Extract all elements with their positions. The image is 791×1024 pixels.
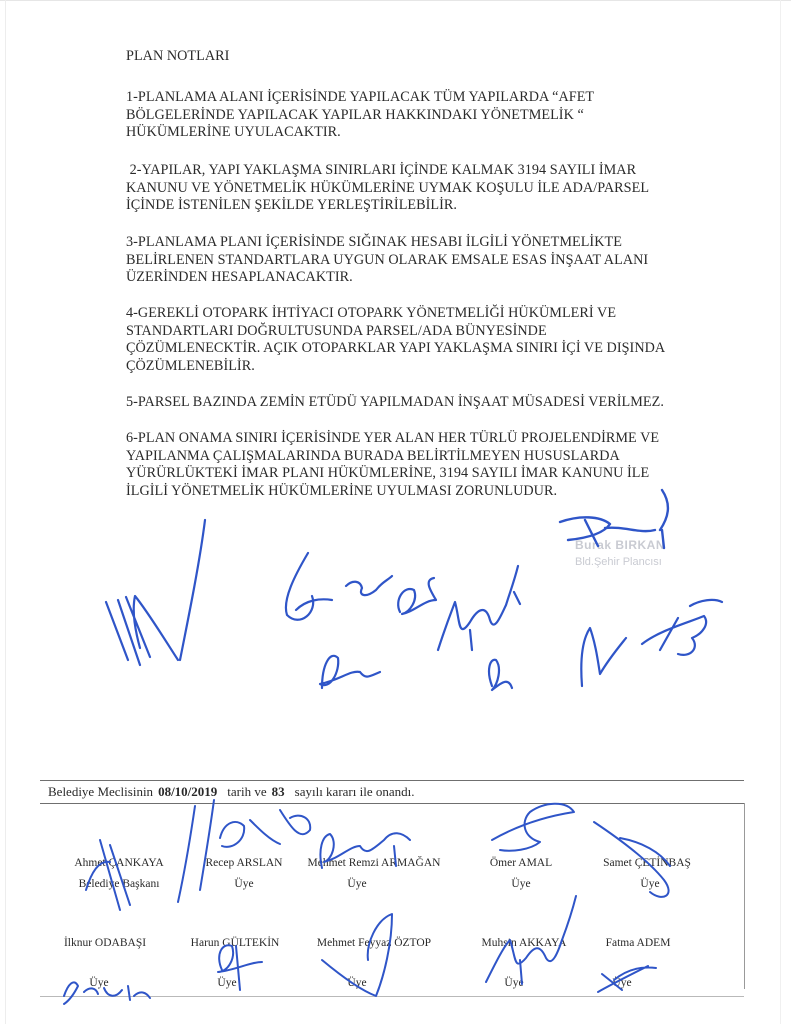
member-name: Ömer AMAL xyxy=(489,857,553,869)
signature xyxy=(220,810,310,847)
approval-statement xyxy=(48,784,415,800)
note-line: STANDARTLARI DOĞRULTUSUNDA PARSEL/ADA BÜNYESİNDE xyxy=(126,322,547,339)
approval-prefix: Belediye Meclisinin xyxy=(48,784,154,799)
note-line: ÇÖZÜMLENEBİLİR. xyxy=(126,357,255,374)
note-line: 2-YAPILAR, YAPI YAKLAŞMA SINIRLARI İÇİNDE KALMAK 3194 SAYILI İMAR xyxy=(126,162,637,178)
member-role: Üye xyxy=(347,878,367,890)
note-line: BELİRLENEN STANDARTLARA UYGUN OLARAK EMSALE ESAS İNŞAAT ALANI xyxy=(126,251,649,268)
approval-date: 08/10/2019 xyxy=(158,784,218,799)
member-role: Üye xyxy=(347,977,367,989)
signature-box-right-rule xyxy=(744,803,745,989)
approval-middle: tarih ve xyxy=(227,784,267,799)
approval-rule-bottom xyxy=(40,803,744,804)
note-line: 1-PLANLAMA ALANI İÇERİSİNDE YAPILACAK TÜM YAPILARDA “AFET xyxy=(126,89,595,105)
signature-box-bottom-rule xyxy=(40,996,744,997)
member-name: Samet ÇETİNBAŞ xyxy=(603,857,691,869)
member-role: Üye xyxy=(234,878,254,890)
page-edge-left xyxy=(5,0,6,1024)
note-line: 6-PLAN ONAMA SINIRI İÇERİSİNDE YER ALAN HER TÜRLÜ PROJELENDİRME VE xyxy=(126,430,660,446)
signature xyxy=(320,656,380,688)
note-line: İLGİLİ YÖNETMELİK HÜKÜMLERİNE UYULMASI ZORUNLUDUR. xyxy=(126,482,558,499)
member-role: Belediye Başkanı xyxy=(78,878,160,890)
note-line: YAPILANMA ÇALIŞMALARINDA BURADA BELİRTİLMEYEN HUSUSLARDA xyxy=(126,447,620,464)
member-role: Üye xyxy=(640,878,660,890)
approval-rule-top xyxy=(40,780,744,781)
signature xyxy=(492,804,574,851)
member-name: İlknur ODABAŞI xyxy=(63,937,147,949)
signature xyxy=(86,800,214,910)
member-role: Üye xyxy=(511,878,531,890)
signature xyxy=(438,566,520,650)
plan-note-3 xyxy=(126,234,736,287)
plan-note-4 xyxy=(126,305,736,375)
note-line: ÜZERİNDEN HESAPLANACAKTIR. xyxy=(126,269,353,285)
signature xyxy=(581,600,722,686)
plan-note-5 xyxy=(126,394,736,412)
member-name: Ahmet ÇANKAYA xyxy=(74,857,164,869)
note-line: 5-PARSEL BAZINDA ZEMİN ETÜDÜ YAPILMADAN İNŞAAT MÜSADESİ VERİLMEZ. xyxy=(126,394,664,410)
member-name: Muhsin AKKAYA xyxy=(481,937,567,949)
plan-note-6 xyxy=(126,430,736,500)
member-role: Üye xyxy=(612,977,632,989)
plan-notes-title: PLAN NOTLARI xyxy=(126,48,230,64)
member-role: Üye xyxy=(504,977,524,989)
signature xyxy=(489,660,512,690)
note-line: HÜKÜMLERİNE UYULACAKTIR. xyxy=(126,124,341,140)
member-name: Fatma ADEM xyxy=(605,937,671,949)
note-line: YÜRÜRLÜKTEKİ İMAR PLANI HÜKÜMLERİNE, 3194 SAYILI İMAR KANUNU İLE xyxy=(126,465,650,481)
member-name: Harun GÜLTEKİN xyxy=(190,937,280,949)
member-name: Recep ARSLAN xyxy=(205,857,283,869)
member-name: Mehmet Feyyaz ÖZTOP xyxy=(316,937,432,949)
approval-suffix: sayılı kararı ile onandı. xyxy=(294,784,415,799)
plan-note-2 xyxy=(126,162,736,215)
member-role: Üye xyxy=(217,977,237,989)
note-line: 3-PLANLAMA PLANI İÇERİSİNDE SIĞINAK HESABI İLGİLİ YÖNETMELİKTE xyxy=(126,234,622,250)
note-line: KANUNU VE YÖNETMELİK HÜKÜMLERİNE UYMAK KOŞULU İLE ADA/PARSEL xyxy=(126,179,650,196)
signature xyxy=(106,520,205,665)
planner-stamp-name: Burak BIRKAN xyxy=(575,538,666,552)
signature xyxy=(286,553,392,620)
plan-note-1 xyxy=(126,89,736,142)
planner-stamp-title: Bld.Şehir Plancısı xyxy=(575,556,662,568)
member-name: Mehmet Remzi ARMAĞAN xyxy=(307,857,441,869)
page-edge-right xyxy=(780,0,781,1024)
note-line: BÖLGELERİNDE YAPILACAK YAPILAR HAKKINDAKI YÖNETMELİK “ xyxy=(126,106,584,123)
note-line: ÇÖZÜMLENECKTİR. AÇIK OTOPARKLAR YAPI YAKLAŞMA SINIRI İÇİ VE DIŞINDA xyxy=(126,340,666,356)
approval-number: 83 xyxy=(271,784,285,799)
page-edge-top xyxy=(0,0,791,1)
note-line: 4-GEREKLİ OTOPARK İHTİYACI OTOPARK YÖNETMELİĞİ HÜKÜMLERİ VE xyxy=(126,305,617,321)
note-line: İÇİNDE İSTENİLEN ŞEKİLDE YERLEŞTİRİLEBİLİR. xyxy=(126,197,458,213)
member-role: Üye xyxy=(89,977,109,989)
signature xyxy=(398,578,436,614)
